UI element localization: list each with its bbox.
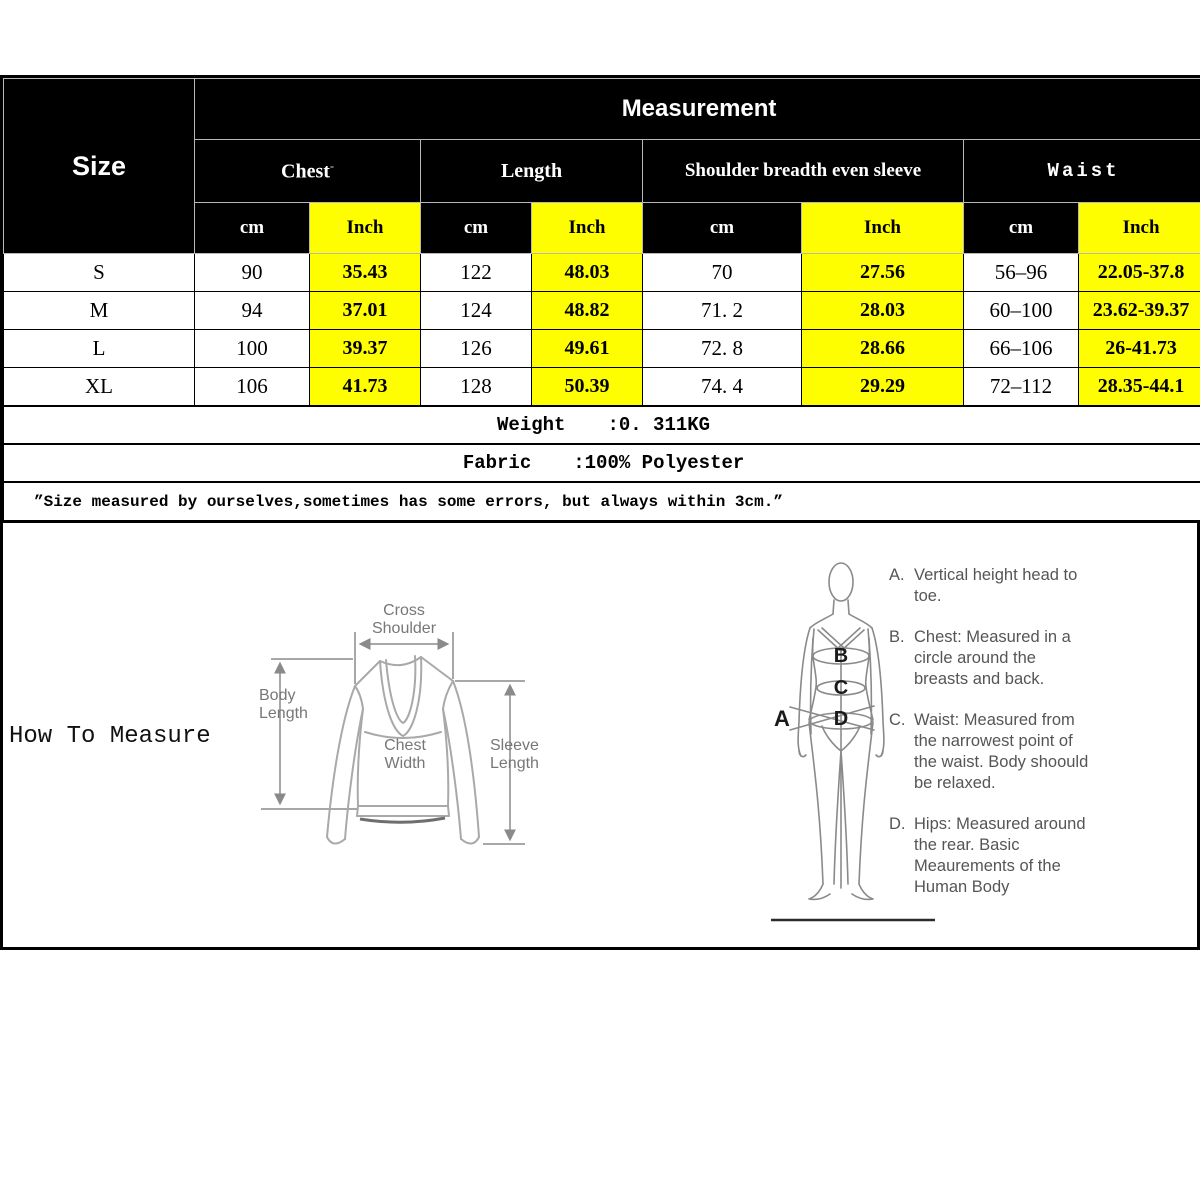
group-header-length: Length bbox=[421, 140, 643, 203]
length-inch-value: 48.82 bbox=[532, 292, 643, 330]
measure-notes bbox=[889, 565, 1089, 918]
sleeve-length-label: Sleeve Length bbox=[490, 737, 539, 772]
group-header-chest bbox=[195, 140, 421, 203]
chest-cm-value: 94 bbox=[195, 292, 310, 330]
unit-chest-inch: Inch bbox=[310, 203, 421, 254]
chest-cm-value: 90 bbox=[195, 254, 310, 292]
measurement-title: Measurement bbox=[195, 79, 1200, 140]
disclaimer-note: ”Size measured by ourselves,sometimes has some errors, but always within 3cm.” bbox=[4, 482, 1200, 521]
weight-row bbox=[4, 406, 1200, 444]
body-outline bbox=[790, 563, 884, 899]
chest-cm-value: 106 bbox=[195, 368, 310, 407]
shoulder-inch-value: 28.66 bbox=[802, 330, 964, 368]
length-cm-value: 124 bbox=[421, 292, 532, 330]
waist-inch-value: 28.35-44.1 bbox=[1079, 368, 1200, 407]
disclaimer-row bbox=[4, 482, 1200, 521]
length-inch-value: 50.39 bbox=[532, 368, 643, 407]
size-row-l bbox=[4, 330, 1200, 368]
body-length-label: Body Length bbox=[259, 687, 308, 722]
waist-cm-value: 56–96 bbox=[964, 254, 1079, 292]
note-c bbox=[889, 710, 1089, 794]
waist-inch-value: 22.05-37.8 bbox=[1079, 254, 1200, 292]
chest-cm-value: 100 bbox=[195, 330, 310, 368]
fabric-value: :100% Polyester bbox=[573, 452, 745, 474]
chest-suffix: - bbox=[329, 158, 334, 173]
shoulder-cm-value: 72. 8 bbox=[643, 330, 802, 368]
unit-waist-inch: Inch bbox=[1079, 203, 1200, 254]
size-label: L bbox=[4, 330, 195, 368]
length-cm-value: 128 bbox=[421, 368, 532, 407]
length-inch-value: 48.03 bbox=[532, 254, 643, 292]
note-prefix: D. bbox=[889, 815, 906, 833]
shoulder-cm-value: 70 bbox=[643, 254, 802, 292]
unit-shoulder-cm: cm bbox=[643, 203, 802, 254]
size-label: S bbox=[4, 254, 195, 292]
shoulder-inch-value: 28.03 bbox=[802, 292, 964, 330]
chest-width-label: Chest Width bbox=[384, 737, 426, 772]
weight-cell bbox=[4, 406, 1200, 444]
group-header-waist: Waist bbox=[964, 140, 1200, 203]
waist-cm-value: 72–112 bbox=[964, 368, 1079, 407]
how-to-measure-section bbox=[3, 521, 1197, 947]
waist-inch-value: 26-41.73 bbox=[1079, 330, 1200, 368]
chest-label: Chest bbox=[281, 160, 330, 183]
how-to-measure-title: How To Measure bbox=[9, 723, 211, 750]
marker-c: C bbox=[833, 677, 849, 699]
shoulder-inch-value: 29.29 bbox=[802, 368, 964, 407]
note-text: Hips: Measured around the rear. Basic Meaurements of the Human Body bbox=[914, 815, 1086, 896]
group-header-shoulder: Shoulder breadth even sleeve bbox=[643, 140, 964, 203]
size-chart bbox=[0, 75, 1200, 950]
unit-length-cm: cm bbox=[421, 203, 532, 254]
note-prefix: C. bbox=[889, 711, 906, 729]
marker-a: A bbox=[774, 706, 790, 731]
note-text: Waist: Measured from the narrowest point of the waist. Body shoould be relaxed. bbox=[914, 711, 1089, 792]
weight-value: :0. 311KG bbox=[607, 414, 711, 436]
fabric-label: Fabric bbox=[462, 452, 532, 474]
size-column-header: Size bbox=[4, 79, 195, 254]
length-cm-value: 122 bbox=[421, 254, 532, 292]
fabric-row bbox=[4, 444, 1200, 482]
note-prefix: A. bbox=[889, 566, 905, 584]
note-text: Chest: Measured in a circle around the breasts and back. bbox=[914, 628, 1071, 688]
chest-inch-value: 39.37 bbox=[310, 330, 421, 368]
unit-length-inch: Inch bbox=[532, 203, 643, 254]
note-d bbox=[889, 814, 1089, 898]
cross-shoulder-label: Cross Shoulder bbox=[371, 602, 437, 637]
table-title-row bbox=[4, 79, 1200, 140]
shirt-hem-line bbox=[360, 818, 445, 822]
note-a bbox=[889, 565, 1089, 607]
weight-label: Weight bbox=[497, 414, 566, 436]
size-row-xl bbox=[4, 368, 1200, 407]
note-prefix: B. bbox=[889, 628, 905, 646]
waist-cm-value: 60–100 bbox=[964, 292, 1079, 330]
fabric-cell bbox=[4, 444, 1200, 482]
size-label: XL bbox=[4, 368, 195, 407]
unit-chest-cm: cm bbox=[195, 203, 310, 254]
unit-shoulder-inch: Inch bbox=[802, 203, 964, 254]
chest-inch-value: 37.01 bbox=[310, 292, 421, 330]
size-label: M bbox=[4, 292, 195, 330]
note-b bbox=[889, 627, 1089, 690]
shoulder-cm-value: 71. 2 bbox=[643, 292, 802, 330]
size-row-m bbox=[4, 292, 1200, 330]
shoulder-cm-value: 74. 4 bbox=[643, 368, 802, 407]
length-cm-value: 126 bbox=[421, 330, 532, 368]
waist-inch-value: 23.62-39.37 bbox=[1079, 292, 1200, 330]
measurement-table bbox=[3, 78, 1200, 521]
shoulder-inch-value: 27.56 bbox=[802, 254, 964, 292]
chest-inch-value: 35.43 bbox=[310, 254, 421, 292]
unit-waist-cm: cm bbox=[964, 203, 1079, 254]
size-row-s bbox=[4, 254, 1200, 292]
note-text: Vertical height head to toe. bbox=[914, 566, 1078, 605]
marker-d: D bbox=[833, 708, 849, 730]
chest-inch-value: 41.73 bbox=[310, 368, 421, 407]
length-inch-value: 49.61 bbox=[532, 330, 643, 368]
waist-cm-value: 66–106 bbox=[964, 330, 1079, 368]
marker-b: B bbox=[833, 645, 849, 667]
